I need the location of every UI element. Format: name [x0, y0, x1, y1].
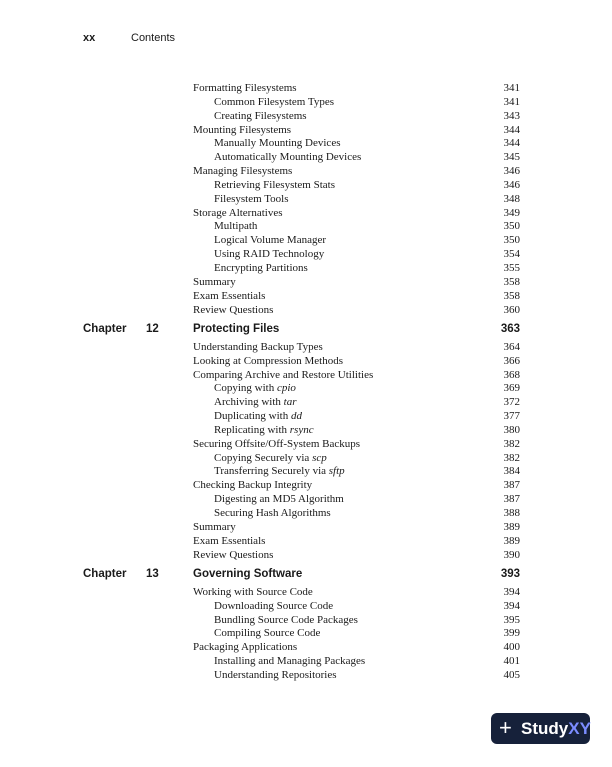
- chapter-number: 13: [146, 568, 159, 581]
- toc-entry-page: 394: [503, 599, 520, 612]
- toc-entry-page: 372: [503, 396, 520, 409]
- toc-entry-title: [193, 535, 265, 549]
- toc-subsection: [0, 655, 612, 669]
- toc-entry-title: [214, 220, 257, 234]
- toc-entry-page: 344: [503, 137, 520, 150]
- toc-entry-text: Review Questions: [193, 548, 274, 561]
- toc-section: [0, 549, 612, 563]
- toc-subsection: [0, 507, 612, 521]
- toc-section: [0, 82, 612, 96]
- toc-entry-title: [193, 549, 273, 563]
- toc-entry-text: Replicating with: [214, 423, 290, 436]
- toc-subsection: [0, 600, 612, 614]
- toc-entry-page: 401: [503, 655, 520, 668]
- toc-entry-text: Securing Offsite/Off-System Backups: [193, 437, 361, 450]
- toc-entry-page: 395: [503, 613, 520, 626]
- toc-subsection: [0, 382, 612, 396]
- toc-entry-page: 389: [503, 520, 520, 533]
- toc-entry-title: [214, 507, 331, 521]
- command-name: rsync: [289, 423, 314, 436]
- toc-entry-page: 399: [503, 627, 520, 640]
- toc-entry-page: 350: [503, 220, 520, 233]
- plus-icon: +: [499, 715, 512, 740]
- toc-entry-text: Downloading Source Code: [214, 599, 334, 612]
- toc-section: [0, 586, 612, 600]
- toc-entry-text: Transferring Securely via: [214, 465, 329, 478]
- toc-section: [0, 276, 612, 290]
- chapter-title: Governing Software: [193, 568, 303, 581]
- toc-entry-title: [193, 82, 297, 96]
- toc-entry-title: [193, 355, 343, 369]
- toc-entry-title: [214, 262, 308, 276]
- toc-subsection: [0, 96, 612, 110]
- chapter-heading: [0, 320, 612, 339]
- toc-entry-title: [214, 382, 296, 396]
- toc-entry-text: Mounting Filesystems: [193, 123, 292, 136]
- toc-entry-text: Duplicating with: [214, 410, 291, 423]
- toc-entry-text: Formatting Filesystems: [193, 82, 297, 94]
- toc-entry-page: 346: [503, 178, 520, 191]
- toc-section: [0, 479, 612, 493]
- toc-subsection: [0, 410, 612, 424]
- toc-entry-text: Bundling Source Code Packages: [214, 613, 358, 626]
- toc-entry-text: Multipath: [214, 220, 258, 233]
- toc-entry-text: Automatically Mounting Devices: [214, 151, 362, 164]
- command-name: sftp: [328, 465, 345, 478]
- toc-entry-title: [214, 234, 326, 248]
- toc-entry-title: [193, 479, 312, 493]
- toc-subsection: [0, 179, 612, 193]
- toc-entry-title: [214, 193, 289, 207]
- toc-section: [0, 124, 612, 138]
- toc-entry-title: [214, 669, 337, 683]
- toc-entry-title: [193, 290, 265, 304]
- toc-entry-title: [214, 465, 345, 479]
- command-name: scp: [312, 451, 327, 464]
- toc-section: [0, 535, 612, 549]
- toc-section: [0, 641, 612, 655]
- toc-entry-title: [193, 641, 297, 655]
- toc-entry-text: Packaging Applications: [193, 641, 298, 654]
- chapter-label: Chapter: [83, 323, 127, 336]
- toc-entry-page: 344: [503, 123, 520, 136]
- toc-section: [0, 369, 612, 383]
- toc-entry-text: Review Questions: [193, 303, 274, 316]
- toc-subsection: [0, 248, 612, 262]
- toc-section: [0, 341, 612, 355]
- toc-entry-title: [214, 614, 358, 628]
- toc-entry-text: Digesting an MD5 Algorithm: [214, 493, 344, 506]
- toc-entry-text: Understanding Repositories: [214, 668, 337, 681]
- chapter-page: 393: [500, 568, 520, 581]
- chapter-title: Protecting Files: [193, 323, 280, 336]
- toc-entry-title: [193, 124, 291, 138]
- toc-entry-title: [193, 165, 292, 179]
- toc-entry-text: Logical Volume Manager: [214, 234, 327, 247]
- toc-entry-page: 368: [503, 368, 520, 381]
- toc-entry-page: 400: [503, 641, 520, 654]
- toc-entry-text: Encrypting Partitions: [214, 261, 308, 274]
- toc-entry-text: Working with Source Code: [193, 585, 313, 598]
- running-head: [83, 32, 176, 44]
- toc-entry-page: 366: [503, 354, 520, 367]
- command-name: dd: [291, 410, 302, 423]
- toc-entry-text: Copying with: [214, 382, 277, 395]
- toc-entry-text: Compiling Source Code: [214, 627, 321, 640]
- toc-entry-page: 389: [503, 534, 520, 547]
- studyxy-watermark: [491, 713, 590, 744]
- command-name: cpio: [276, 382, 296, 395]
- toc-entry-title: [214, 151, 361, 165]
- page-number: xx: [83, 32, 96, 44]
- toc-entry-text: Creating Filesystems: [214, 109, 307, 122]
- chapter-label: Chapter: [83, 568, 127, 581]
- toc-entry-page: 394: [503, 585, 520, 598]
- toc-section: [0, 355, 612, 369]
- running-title: Contents: [131, 32, 176, 44]
- toc-subsection: [0, 669, 612, 683]
- toc-entry-title: [193, 304, 273, 318]
- toc-entry-page: 345: [503, 151, 520, 164]
- toc-section: [0, 304, 612, 318]
- toc-entry-title: [214, 110, 307, 124]
- toc-entry-page: 349: [503, 206, 520, 219]
- toc-subsection: [0, 493, 612, 507]
- watermark-brand: Study: [521, 719, 569, 738]
- toc-entry-page: 358: [503, 289, 520, 302]
- toc-entry-title: [214, 452, 327, 466]
- toc-entry-title: [193, 438, 360, 452]
- toc-subsection: [0, 110, 612, 124]
- toc-entry-title: [214, 179, 335, 193]
- toc-entry-page: 384: [503, 465, 520, 478]
- toc-section: [0, 521, 612, 535]
- toc-entry-title: [214, 493, 344, 507]
- toc-entry-page: 387: [503, 479, 520, 492]
- toc-entry-title: [193, 586, 313, 600]
- toc-entry-title: [214, 627, 320, 641]
- toc-entry-text: Using RAID Technology: [214, 248, 325, 261]
- toc-entry-page: 358: [503, 275, 520, 288]
- toc-entry-title: [193, 341, 323, 355]
- toc-entry-page: 380: [503, 423, 520, 436]
- toc-subsection: [0, 614, 612, 628]
- toc-entry-title: [193, 276, 236, 290]
- table-of-contents: [0, 82, 612, 683]
- toc-entry-title: [214, 248, 324, 262]
- toc-subsection: [0, 234, 612, 248]
- toc-entry-page: 369: [503, 382, 520, 395]
- toc-subsection: [0, 424, 612, 438]
- toc-entry-page: 348: [503, 192, 520, 205]
- toc-entry-title: [193, 521, 236, 535]
- toc-subsection: [0, 396, 612, 410]
- toc-entry-text: Summary: [193, 275, 236, 288]
- toc-entry-page: 364: [503, 340, 520, 353]
- toc-entry-text: Checking Backup Integrity: [193, 479, 313, 492]
- toc-entry-text: Looking at Compression Methods: [193, 354, 344, 367]
- toc-section: [0, 438, 612, 452]
- toc-entry-title: [214, 96, 334, 110]
- toc-entry-title: [214, 655, 365, 669]
- watermark-logo-text: [521, 719, 591, 739]
- chapter-heading: [0, 565, 612, 584]
- toc-entry-page: 390: [503, 548, 520, 561]
- toc-subsection: [0, 452, 612, 466]
- toc-entry-page: 346: [503, 165, 520, 178]
- toc-section: [0, 290, 612, 304]
- toc-entry-page: 343: [503, 109, 520, 122]
- toc-subsection: [0, 193, 612, 207]
- toc-entry-text: Copying Securely via: [214, 451, 313, 464]
- toc-entry-title: [214, 410, 302, 424]
- toc-subsection: [0, 465, 612, 479]
- toc-entry-page: 382: [503, 437, 520, 450]
- toc-section: [0, 165, 612, 179]
- toc-entry-text: Filesystem Tools: [214, 192, 289, 205]
- toc-entry-text: Storage Alternatives: [193, 206, 283, 219]
- toc-entry-text: Exam Essentials: [193, 534, 266, 547]
- toc-entry-text: Archiving with: [214, 396, 284, 409]
- toc-entry-page: 388: [503, 506, 520, 519]
- toc-subsection: [0, 262, 612, 276]
- toc-entry-page: 382: [503, 451, 520, 464]
- toc-entry-text: Exam Essentials: [193, 289, 266, 302]
- toc-entry-text: Retrieving Filesystem Stats: [214, 178, 335, 191]
- toc-entry-text: Summary: [193, 520, 236, 533]
- toc-entry-page: 355: [503, 261, 520, 274]
- toc-entry-page: 354: [503, 248, 520, 261]
- watermark-brand-accent: XY: [568, 719, 591, 738]
- toc-entry-page: 360: [503, 303, 520, 316]
- toc-entry-title: [214, 396, 297, 410]
- toc-subsection: [0, 627, 612, 641]
- toc-subsection: [0, 137, 612, 151]
- toc-entry-text: Installing and Managing Packages: [214, 655, 366, 668]
- toc-entry-title: [214, 600, 333, 614]
- toc-entry-page: 341: [503, 95, 520, 108]
- toc-entry-text: Securing Hash Algorithms: [214, 506, 331, 519]
- toc-entry-title: [214, 424, 314, 438]
- toc-subsection: [0, 151, 612, 165]
- toc-entry-text: Manually Mounting Devices: [214, 137, 341, 150]
- command-name: tar: [283, 396, 297, 409]
- toc-entry-title: [214, 137, 340, 151]
- toc-entry-title: [193, 207, 283, 221]
- toc-subsection: [0, 220, 612, 234]
- toc-entry-text: Comparing Archive and Restore Utilities: [193, 368, 374, 381]
- toc-entry-text: Common Filesystem Types: [214, 95, 335, 108]
- toc-entry-page: 341: [503, 82, 520, 94]
- chapter-page: 363: [500, 323, 520, 336]
- toc-entry-text: Managing Filesystems: [193, 165, 293, 178]
- toc-entry-page: 350: [503, 234, 520, 247]
- toc-entry-page: 405: [503, 668, 520, 681]
- toc-entry-title: [193, 369, 373, 383]
- toc-section: [0, 207, 612, 221]
- toc-entry-page: 377: [503, 410, 520, 423]
- toc-entry-text: Understanding Backup Types: [193, 340, 323, 353]
- toc-entry-page: 387: [503, 493, 520, 506]
- chapter-number: 12: [146, 323, 159, 336]
